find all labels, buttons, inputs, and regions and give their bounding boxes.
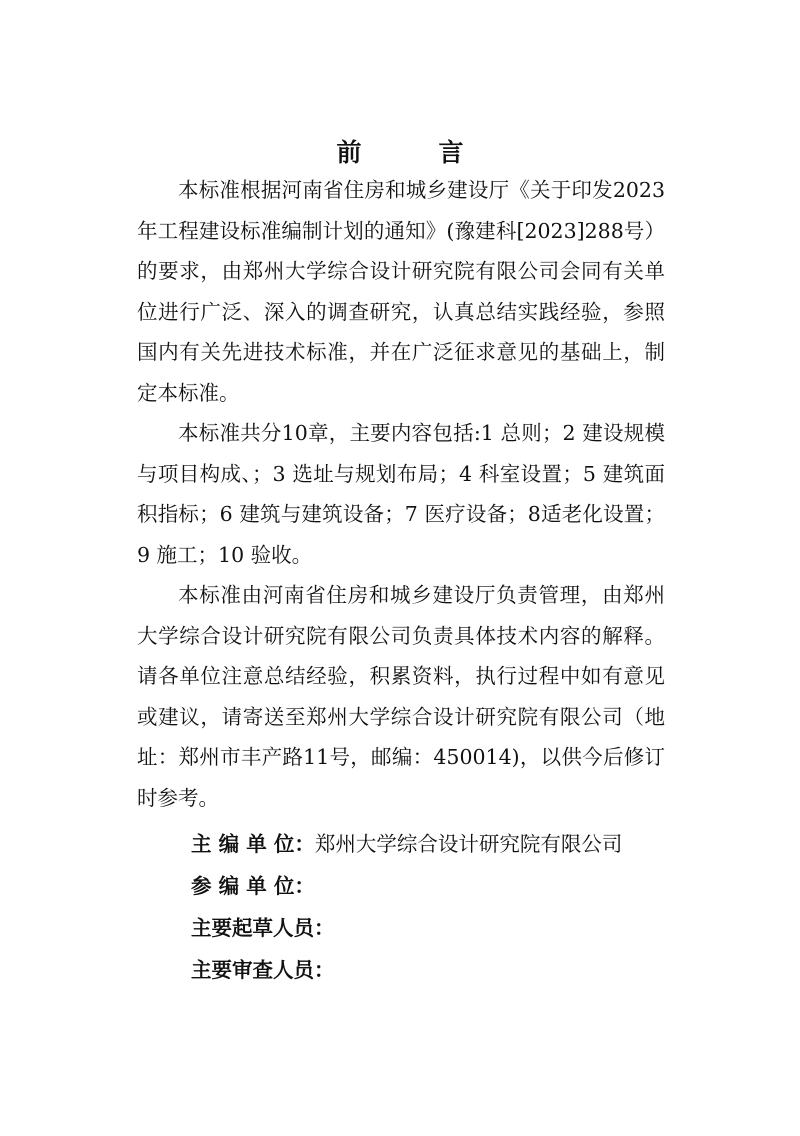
credit-row-reviewers [191,949,622,991]
page-title: 前 言 [336,138,490,167]
paragraph-contents: 本标准共分10章，主要内容包括:1 总则；2 建设规模与项目构成、；3 选址与规划布局；4 科室设置；5 建筑面积指标；6 建筑与建筑设备；7 医疗设备；8适老化设置；9 施工；10 验收。 [137,421,665,567]
paragraph-management: 本标准由河南省住房和城乡建设厅负责管理，由郑州大学综合设计研究院有限公司负责具体技术内容的解释。请各单位注意总结经验，积累资料，执行过程中如有意见或建议，请寄送至郑州大学综合设计研究院有限公司（地址：郑州市丰产路11号，邮编：450014)，以供今后修订时参考。 [137,583,665,810]
credit-row-drafters [191,907,622,949]
credits-list [191,823,622,991]
credit-label: 参 编 单 位： [191,874,315,898]
paragraph-basis: 本标准根据河南省住房和城乡建设厅《关于印发2023年工程建设标准编制计划的通知》(豫建科[2023]288号）的要求，由郑州大学综合设计研究院有限公司会同有关单位进行广泛、深入的调查研究，认真总结实践经验，参照国内有关先进技术标准，并在广泛征求意见的基础上，制定本标准。 [137,178,665,405]
credit-label: 主 编 单 位： [191,832,315,856]
credit-row-participating-units [191,865,622,907]
credit-row-chief-editor [191,823,622,865]
credit-label: 主要审查人员： [191,958,335,982]
preface-body [137,170,665,818]
credit-value: 郑州大学综合设计研究院有限公司 [314,832,623,856]
credit-label: 主要起草人员： [191,916,335,940]
